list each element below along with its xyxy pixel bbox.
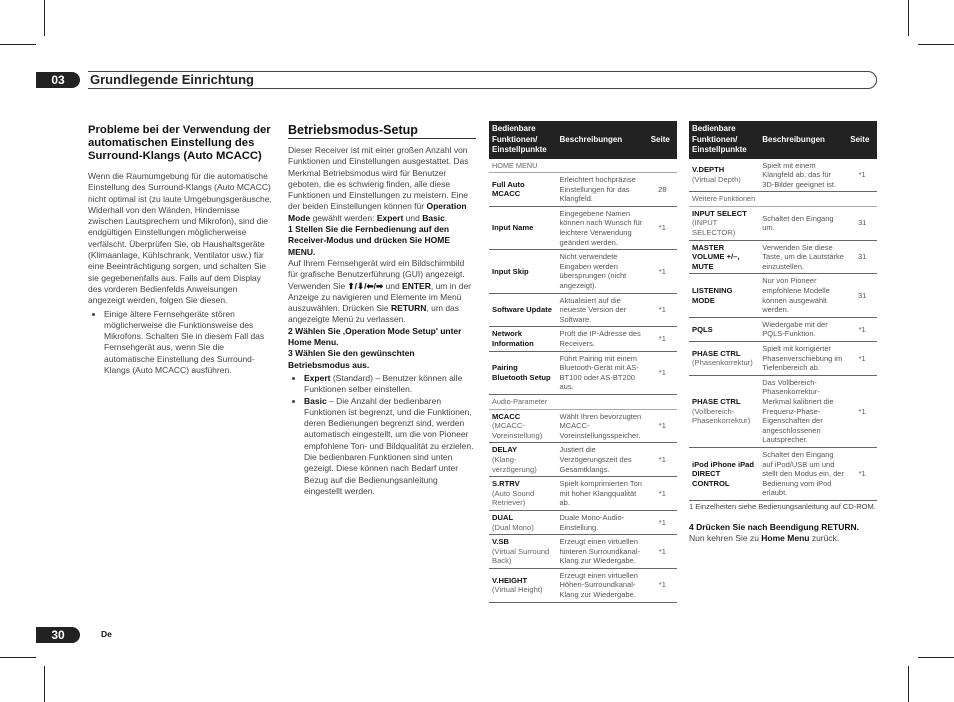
function-name-cell: [489, 250, 557, 293]
step-4-body: [689, 533, 879, 544]
step-2: 2 Wählen Sie ‚Operation Mode Setup' unter Home Menu.: [288, 325, 462, 348]
table-row: [489, 351, 677, 394]
table-row: [489, 443, 677, 477]
table-row: [689, 159, 877, 192]
function-name: Network Information: [492, 329, 534, 348]
step-1-body: [288, 258, 476, 326]
text-run: und: [403, 212, 423, 223]
step-4: 4 Drücken Sie nach Beendigung RETURN.: [689, 522, 860, 532]
text-run: zurück.: [809, 533, 840, 544]
function-subtitle: (Virtual Depth): [692, 174, 741, 184]
function-name-cell: [689, 274, 759, 317]
function-name: DELAY: [492, 445, 518, 455]
page-cell: *1: [648, 510, 677, 534]
function-name: LISTENING MODE: [692, 286, 733, 305]
mode-list: [288, 373, 476, 497]
page-cell: 31: [847, 240, 877, 274]
function-name-cell: [489, 535, 557, 569]
crop-mark: [0, 657, 36, 658]
function-name: Pairing Bluetooth Setup: [492, 363, 551, 382]
function-name: PHASE CTRL: [692, 348, 741, 358]
page-cell: *1: [648, 535, 677, 569]
crop-mark: [0, 44, 36, 45]
bullet-list: [88, 309, 276, 377]
description-cell: Schaltet den Eingang auf iPod/USB um und stellt den Modus ein, der Bedienung vom iPod erlaubt.: [759, 447, 847, 500]
text-run: Dieser Receiver ist mit einer großen Anzahl von Funktionen und Einstellungen ausgestattet. Das Merkmal Betriebsmodus wird für Benutzer geboten, die es schwierig finden, alle diese Funktionen und Einstellungen zu meistern. Eine der beiden Einstellungen können für: [288, 145, 469, 212]
bold-term: Basic: [422, 212, 445, 223]
function-name-cell: [689, 375, 759, 447]
table-row: [489, 327, 677, 351]
section-heading: Probleme bei der Verwendung der automatischen Einstellung des Surround-Klangs (Auto MCACC): [88, 124, 271, 162]
intro-text: [288, 145, 476, 224]
table-row: [489, 568, 677, 602]
function-name: V.HEIGHT: [492, 575, 528, 585]
table-row: [689, 206, 877, 240]
bullet-item: • Einige ältere Fernsehgeräte stören möglicherweise die Funktionsweise des Mikrofons. Schalten Sie in diesem Fall das Fernsehgerät aus, wenn Sie die automatische Einstellung des Surround-Klangs (Auto MCACC) ausführen.: [104, 309, 276, 377]
description-cell: Aktualisiert auf die neueste Version der Software.: [557, 293, 648, 327]
page-cell: *1: [648, 206, 677, 249]
function-name: Input Skip: [492, 266, 529, 276]
table-header-functions: Bedienbare Funktionen/ Einstellpunkte: [489, 121, 557, 159]
section-heading: Betriebsmodus-Setup: [288, 124, 476, 139]
table-row: [689, 447, 877, 500]
table-body: [489, 159, 677, 603]
column-auto-mcacc: [88, 124, 276, 376]
function-name: Input Name: [492, 223, 534, 233]
table-header-page: Seite: [847, 121, 877, 159]
language-code: De: [101, 629, 112, 639]
table-row: [489, 206, 677, 249]
function-name: iPod iPhone iPad DIRECT CONTROL: [692, 459, 755, 488]
chapter-title-text: Grundlegende Einrichtung: [90, 72, 254, 87]
page-number: 30: [36, 627, 80, 643]
function-subtitle: (INPUT SELECTOR): [692, 218, 736, 238]
bold-term: Expert: [304, 372, 331, 383]
function-name-cell: [689, 447, 759, 500]
table-section-row: [489, 394, 677, 409]
function-name: V.DEPTH: [692, 165, 725, 175]
description-cell: Wiedergabe mit der PQLS-Funktion.: [759, 317, 847, 341]
page-cell: *1: [648, 351, 677, 394]
function-name: Full Auto MCACC: [492, 179, 525, 199]
text-run: – Die Anzahl der bedienbaren Funktionen ist begrenzt, und die Funktionen, deren Bedienungen begrenzt sind, werden automatisch eingestellt, um die von Pioneer empfohlene Ton- und Bildqualität zu erzielen. Die bedienbaren Funktionen sind unten gezeigt. Diese können nach Bedarf unter Bezug auf die Bedienungsanleitung eingestellt werden.: [304, 395, 474, 496]
text-run: und: [383, 280, 403, 291]
text-run: Auf Ihrem Fernsehgerät wird ein Bildschirmbild für grafische Benutzerführung (GUI) angezeigt. Verwenden Sie: [288, 257, 465, 291]
step-1: 1 Stellen Sie die Fernbedienung auf den Receiver-Modus und drücken Sie HOME MENU.: [288, 224, 451, 257]
bold-term: Expert: [376, 212, 404, 223]
chapter-number: 03: [36, 72, 80, 88]
function-name: V.SB: [492, 537, 510, 547]
table-row: [489, 409, 677, 443]
function-subtitle: (MCACC-Voreinstellung): [492, 421, 543, 440]
function-name-cell: [489, 351, 557, 394]
function-name-cell: [489, 568, 557, 602]
description-cell: Schaltet den Eingang um.: [759, 206, 847, 240]
mode-basic: [304, 396, 476, 498]
function-subtitle: (Dual Mono): [492, 522, 534, 532]
description-cell: Duale Mono-Audio-Einstellung.: [557, 510, 648, 534]
table-row: [489, 510, 677, 534]
functions-table-1: [489, 121, 677, 603]
bold-term: ENTER: [402, 280, 431, 291]
text-run: Nun kehren Sie zu: [689, 533, 762, 544]
function-name-cell: [689, 342, 759, 376]
page-cell: *1: [847, 159, 877, 192]
table-row: [689, 317, 877, 341]
table-row: [489, 173, 677, 207]
text-run: , um das angezeigte Menü zu verlassen.: [288, 303, 460, 325]
crop-mark: [44, 666, 45, 702]
table-row: [689, 274, 877, 317]
description-cell: Prüft die IP-Adresse des Receivers.: [557, 327, 648, 351]
table-header-descriptions: Beschreibungen: [759, 121, 847, 159]
function-name-cell: [489, 206, 557, 249]
table-section-row: [489, 159, 677, 173]
description-cell: Spielt komprimierten Ton mit hoher Klangqualität ab.: [557, 477, 648, 511]
function-name: PQLS: [692, 324, 713, 334]
table-row: [489, 250, 677, 293]
description-cell: Verwenden Sie diese Taste, um die Lautstärke einzustellen.: [759, 240, 847, 274]
bold-term: Operation Mode: [288, 201, 467, 223]
column-notes: [689, 502, 879, 545]
function-name: MASTER VOLUME +/–, MUTE: [692, 242, 740, 271]
step-3: 3 Wählen Sie den gewünschten Betriebsmodus aus.: [288, 348, 415, 370]
column-operation-mode: [288, 124, 476, 497]
function-name-cell: [689, 317, 759, 341]
function-name: MCACC: [492, 411, 521, 421]
table-header-functions: Bedienbare Funktionen/ Einstellpunkte: [689, 121, 759, 159]
description-cell: Wählt Ihren bevorzugten MCACC-Voreinstellungsspeicher.: [557, 409, 648, 443]
page-cell: *1: [847, 375, 877, 447]
function-subtitle: (Phasenkorrektur): [692, 358, 753, 368]
function-name: S.RTRV: [492, 479, 520, 489]
crop-mark: [908, 0, 909, 36]
description-cell: Nur von Pioneer empfohlene Modelle können ausgewählt werden.: [759, 274, 847, 317]
description-cell: Das Vollbereich-Phasenkorrektur-Merkmal kalibriert die Frequenz-Phase-Eigenschaften der angeschlossenen Lautsprecher.: [759, 375, 847, 447]
table-row: [689, 240, 877, 274]
body-text: Wenn die Raumumgebung für die automatische Einstellung des Surround-Klangs (Auto MCACC) nicht optimal ist (zu laute Umgebungsgeräusche, Widerhall von den Wänden, Hindernisse zwischen Lautsprechern und Mikrofon), sind die endgültigen Einstellungen möglicherweise verfälscht. Überprüfen Sie, ob Haushaltsgeräte (Klimaanlage, Kühlschrank, Ventilator usw.) für eine Beeinträchtigung sorgen, und schalten Sie sie gegebenenfalls aus. Falls auf dem Display des vorderen Bedienfelds Anweisungen angezeigt werden, folgen Sie diesen.: [88, 171, 272, 306]
crop-mark: [918, 44, 954, 45]
function-name-cell: [489, 409, 557, 443]
text-run: (Standard) – Benutzer können alle Funktionen selber einstellen.: [304, 372, 463, 395]
table-header-page: Seite: [648, 121, 677, 159]
description-cell: Nicht verwendete Eingaben werden übersprungen (nicht angezeigt).: [557, 250, 648, 293]
table-header-descriptions: Beschreibungen: [557, 121, 648, 159]
function-subtitle: (Virtual Height): [492, 585, 543, 595]
crop-mark: [44, 0, 45, 36]
page-cell: *1: [847, 342, 877, 376]
description-cell: Eingegebene Namen können nach Wunsch für leichtere Verwendung geändert werden.: [557, 206, 648, 249]
bold-term: RETURN: [391, 303, 427, 314]
table-row: [689, 342, 877, 376]
function-name: DUAL: [492, 512, 514, 522]
description-cell: Erzeugt einen virtuellen Höhen-Surroundkanal-Klang zur Wiedergabe.: [557, 568, 648, 602]
text-run: gewählt werden:: [310, 212, 377, 223]
function-name-cell: [489, 327, 557, 351]
description-cell: Erleichtert hochpräzise Einstellungen für das Klangfeld.: [557, 173, 648, 207]
crop-mark: [918, 657, 954, 658]
text-run: .: [444, 212, 448, 223]
table-row: [689, 375, 877, 447]
table-section-row: [689, 192, 877, 207]
page-cell: *1: [648, 443, 677, 477]
table-section-label: Audio-Parameter: [489, 394, 677, 409]
bold-term: Home Menu: [761, 533, 810, 544]
function-name-cell: [489, 173, 557, 207]
description-cell: Spielt mit einem Klangfeld ab, das für 3D-Bilder geeignet ist.: [759, 159, 847, 192]
mode-expert: [304, 373, 476, 396]
function-name-cell: [689, 206, 759, 240]
arrow-keys-icon: ⬆/⬇/⬅/➡: [347, 280, 384, 291]
text-run: , um in der Anzeige zu navigieren und Elemente im Menü auszuwählen. Drücken Sie: [288, 280, 471, 314]
table-row: [489, 535, 677, 569]
page-cell: *1: [847, 317, 877, 341]
page-cell: *1: [648, 477, 677, 511]
page-cell: *1: [648, 293, 677, 327]
chapter-title: [88, 71, 877, 89]
function-name: INPUT SELECT: [692, 208, 747, 218]
page-cell: 31: [847, 206, 877, 240]
page-cell: *1: [847, 447, 877, 500]
function-name: Software Update: [492, 305, 552, 315]
table-row: [489, 293, 677, 327]
table-section-label: Weitere Funktionen: [689, 192, 877, 207]
description-cell: Justiert die Verzögerungszeit des Gesamtklangs.: [557, 443, 648, 477]
description-cell: Führt Pairing mit einem Bluetooth-Gerät mit AS-BT100 oder AS-BT200 aus.: [557, 351, 648, 394]
function-name-cell: [689, 240, 759, 274]
function-subtitle: (Vollbereich-Phasenkorrektur): [692, 406, 751, 426]
function-name-cell: [489, 293, 557, 327]
footnote: 1 Einzelheiten siehe Bedienungsanleitung auf CD-ROM.: [689, 502, 876, 511]
page-cell: 28: [648, 173, 677, 207]
page-cell: *1: [648, 327, 677, 351]
function-subtitle: (Auto Sound Retriever): [492, 488, 535, 508]
function-subtitle: (Klang-verzögerung): [492, 454, 537, 474]
table-body: [689, 159, 877, 501]
functions-table-2: [689, 121, 877, 501]
page-cell: *1: [648, 250, 677, 293]
crop-mark: [908, 666, 909, 702]
description-cell: Spielt mit korrigierter Phasenverschiebung im Tiefenbereich ab.: [759, 342, 847, 376]
function-name-cell: [489, 510, 557, 534]
page-cell: 31: [847, 274, 877, 317]
function-subtitle: (Virtual Surround Back): [492, 546, 550, 566]
table-row: [489, 477, 677, 511]
function-name: PHASE CTRL: [692, 396, 741, 406]
description-cell: Erzeugt einen virtuellen hinteren Surroundkanal-Klang zur Wiedergabe.: [557, 535, 648, 569]
page-cell: *1: [648, 568, 677, 602]
bold-term: Basic: [304, 395, 327, 406]
function-name-cell: [489, 443, 557, 477]
function-name-cell: [689, 159, 759, 192]
function-name-cell: [489, 477, 557, 511]
page-cell: *1: [648, 409, 677, 443]
table-section-label: HOME MENU: [489, 159, 677, 173]
